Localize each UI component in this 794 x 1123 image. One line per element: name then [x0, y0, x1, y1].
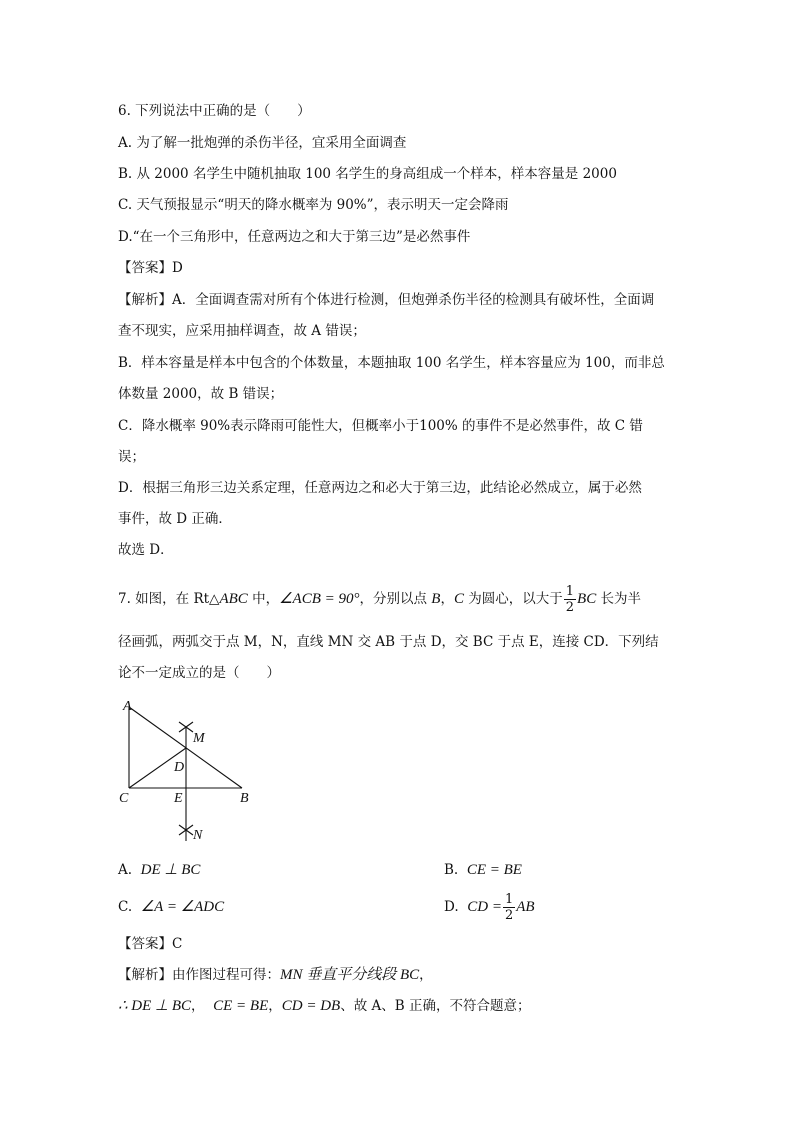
q6-analysis-line-7: D．根据三角形三边关系定理，任意两边之和必大于第三边，此结论必然成立，属于必然: [118, 480, 642, 496]
q7-analysis-line-1: 【解析】由作图过程可得：MN 垂直平分线段 BC，: [118, 967, 433, 983]
q6-option-a: A. 为了解一批炮弹的杀伤半径，宜采用全面调查: [118, 135, 407, 151]
q7-answer: 【答案】C: [118, 936, 183, 952]
label-a: A: [123, 700, 132, 714]
fraction-one-half: $\frac{1}{2}$: [565, 584, 575, 615]
q7-option-a: A. DE ⊥ BC: [118, 862, 201, 878]
q7-analysis-line-2: ∴ DE ⊥ BC， CE = BE，CD = DB、故 A、B 正确，不符合题意；: [118, 998, 531, 1014]
q6-answer: 【答案】D: [118, 260, 183, 276]
triangle-figure: [112, 700, 272, 850]
q6-analysis-line-2: 查不现实，应采用抽样调查，故 A 错误；: [118, 323, 366, 339]
label-c: C: [119, 791, 129, 806]
q6-analysis-line-6: 误；: [118, 449, 145, 465]
q6-analysis-line-3: B．样本容量是样本中包含的个体数量，本题抽取 100 名学生，样本容量应为 100，而非总: [118, 355, 665, 371]
label-m: M: [193, 731, 205, 746]
q7-option-c: C. ∠A = ∠ADC: [118, 899, 225, 915]
q6-option-b: B. 从 2000 名学生中随机抽取 100 名学生的身高组成一个样本，样本容量是 2000: [118, 166, 617, 182]
label-b: B: [240, 791, 249, 806]
q7-stem-line-2: 径画弧，两弧交于点 M，N，直线 MN 交 AB 于点 D，交 BC 于点 E，连接 CD．下列结: [118, 634, 659, 650]
q6-stem: 6. 下列说法中正确的是（ ）: [118, 103, 311, 119]
q6-option-c: C. 天气预报显示“明天的降水概率为 90%”，表示明天一定会降雨: [118, 197, 509, 213]
q6-analysis-line-5: C．降水概率 90%表示降雨可能性大，但概率小于100% 的事件不是必然事件，故 C 错: [118, 418, 643, 434]
q6-analysis-line-4: 体数量 2000，故 B 错误；: [118, 386, 284, 402]
q7-stem-line-3: 论不一定成立的是（ ）: [118, 665, 280, 681]
fraction-one-half-option-d: $\frac{1}{2}$: [504, 892, 514, 923]
q7-stem-line-1: 7. 如图，在 Rt△ABC 中，∠ACB = 90°，分别以点 B，C 为圆心，以大于 $\frac{1}{2}$ BC 长为半: [118, 584, 642, 615]
q6-option-d: D.“在一个三角形中，任意两边之和大于第三边”是必然事件: [118, 229, 471, 245]
label-d: D: [174, 760, 185, 775]
label-n: N: [193, 828, 203, 843]
q6-analysis-line-8: 事件，故 D 正确．: [118, 511, 232, 527]
q6-analysis-line-1: 【解析】A．全面调查需对所有个体进行检测，但炮弹杀伤半径的检测具有破坏性，全面调: [118, 292, 655, 308]
q6-conclusion: 故选 D．: [118, 542, 174, 558]
label-e: E: [174, 791, 183, 806]
q7-option-d: D. CD = $\frac{1}{2}$ AB: [444, 892, 535, 923]
q7-option-b: B. CE = BE: [444, 862, 522, 878]
